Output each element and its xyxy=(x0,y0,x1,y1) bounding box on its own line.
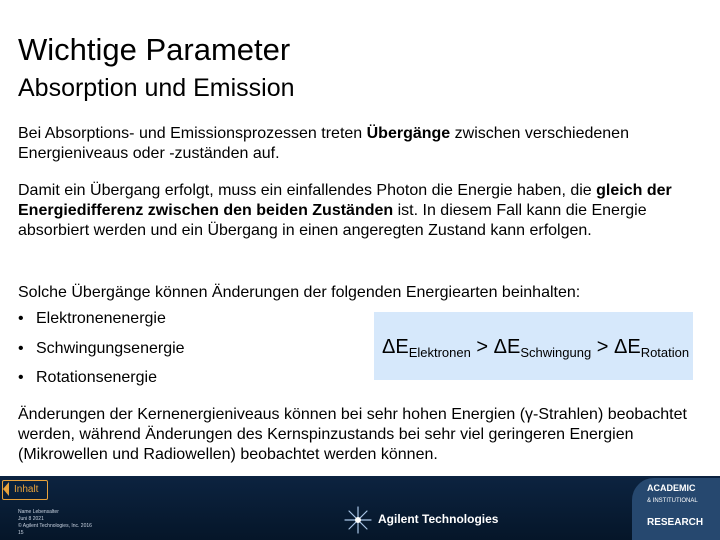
formula-subscript: Rotation xyxy=(640,345,690,360)
inhalt-button-label: Inhalt xyxy=(14,484,39,495)
list-item-label: Elektronenenergie xyxy=(36,310,166,327)
badge-text: & INSTITUTIONAL xyxy=(647,498,698,504)
paragraph-text: Bei Absorptions- und Emissionsprozessen treten xyxy=(18,125,367,142)
footer-copyright: © Agilent Technologies, Inc. 2016 xyxy=(18,523,92,529)
paragraph-text: Damit ein Übergang erfolgt, muss ein einfallendes Photon die Energie haben, die xyxy=(18,182,597,199)
bullet-icon: • xyxy=(18,310,24,327)
paragraph-bold-text: Übergänge xyxy=(366,125,451,142)
footer-author: Name Lebensalter xyxy=(18,509,59,515)
footer-page-number: 15 xyxy=(18,530,24,536)
formula-subscript: Elektronen xyxy=(408,345,471,360)
badge-text: RESEARCH xyxy=(647,517,704,528)
paragraph-nuclear-levels: Änderungen der Kernenergieniveaus können bei sehr hohen Energien (γ-Strahlen) beobachtet werden, während Änderungen des Kernspinzustands bei sehr viel geringeren Energien (Mikrowellen und Radiowellen) beobachtet werden können. xyxy=(18,406,687,463)
formula-subscript: Schwingung xyxy=(520,345,592,360)
bullet-icon: • xyxy=(18,340,24,357)
paragraph-bold-text: gleich der Energiedifferenz zwischen den beiden Zuständen xyxy=(18,182,672,219)
formula-operator: > xyxy=(591,336,614,358)
academic-research-badge xyxy=(632,478,720,540)
paragraph-energy-types: Solche Übergänge können Änderungen der folgenden Energiearten beinhalten: xyxy=(18,284,581,301)
agilent-spark-icon xyxy=(343,505,373,535)
paragraph-photon-energy xyxy=(18,181,698,241)
paragraph-text: zwischen verschiedenen Energieniveaus oder -zuständen auf. xyxy=(18,125,629,162)
energy-formula xyxy=(382,336,689,360)
formula-delta-e: ΔE xyxy=(382,336,409,358)
bullet-icon: • xyxy=(18,369,24,386)
energy-formula-box xyxy=(374,312,693,380)
formula-delta-e: ΔE xyxy=(493,336,521,358)
back-arrow-icon xyxy=(3,482,9,496)
paragraph-text: ist. In diesem Fall kann die Energie absorbiert werden und ein Übergang in einen angeregten Zustand kann erfolgen. xyxy=(18,202,647,239)
footer-date: Juni 8 2021 xyxy=(18,516,44,522)
formula-delta-e: ΔE xyxy=(613,336,641,358)
company-name: Agilent Technologies xyxy=(378,512,499,526)
formula-operator: > xyxy=(470,336,494,358)
list-item-label: Schwingungsenergie xyxy=(36,340,185,357)
slide-title: Wichtige Parameter xyxy=(18,32,291,67)
list-item-label: Rotationsenergie xyxy=(36,369,157,386)
badge-text: ACADEMIC xyxy=(647,483,696,493)
slide-subtitle: Absorption und Emission xyxy=(18,74,295,102)
paragraph-transitions xyxy=(18,124,698,164)
